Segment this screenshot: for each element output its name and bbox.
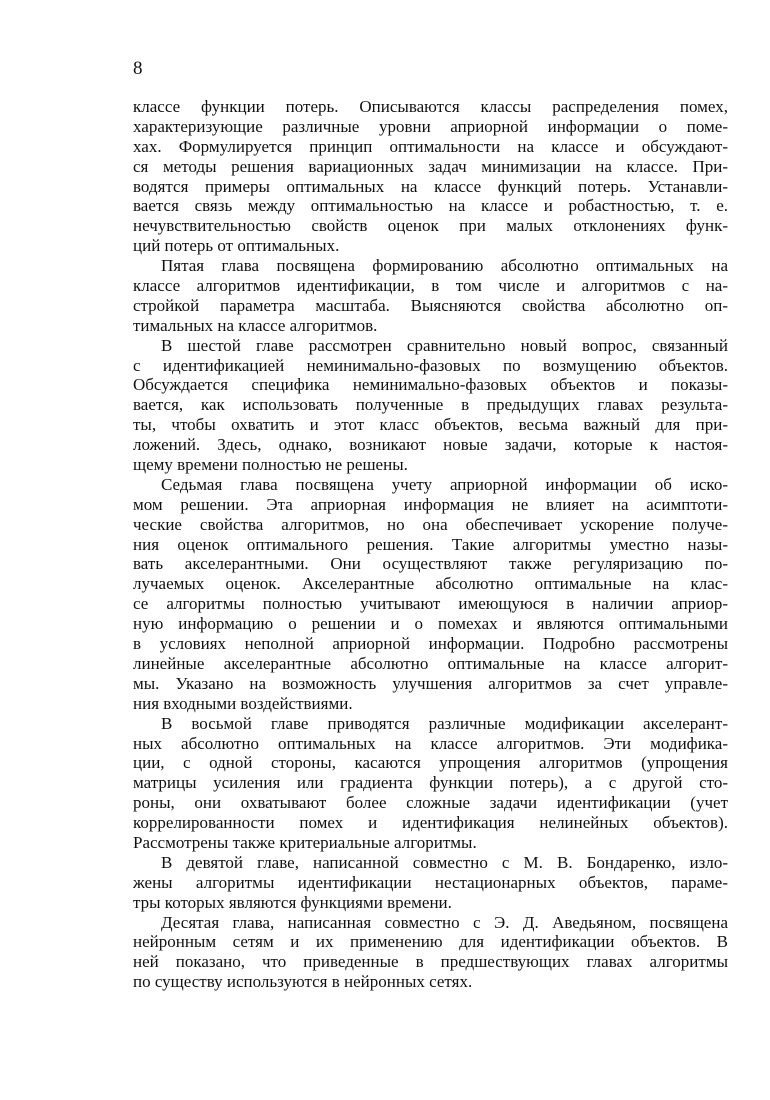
paragraph	[133, 256, 728, 336]
text-line: вается связь между оптимальностью на классе и робастностью, т. е.	[133, 196, 728, 216]
text-line: вать акселерантными. Они осуществляют также регуляризацию по-	[133, 554, 728, 574]
body-text	[133, 97, 728, 992]
text-line: лучаемых оценок. Акселерантные абсолютно оптимальные на клас-	[133, 574, 728, 594]
text-line: жены алгоритмы идентификации нестационарных объектов, параме-	[133, 872, 728, 892]
text-line: ся методы решения вариационных задач минимизации на классе. При-	[133, 156, 728, 176]
text-line: ции, с одной стороны, касаются упрощения алгоритмов (упрощения	[133, 753, 728, 773]
text-line: Седьмая глава посвящена учету априорной информации об иско-	[161, 474, 728, 494]
text-line: Десятая глава, написанная совместно с Э. Д. Аведьяном, посвящена	[161, 912, 728, 932]
text-line: водятся примеры оптимальных на классе функций потерь. Устанавли-	[133, 176, 728, 196]
text-line: с идентификацией неминимально-фазовых по возмущению объектов.	[133, 355, 728, 375]
page-number: 8	[133, 58, 143, 79]
paragraph	[133, 475, 728, 714]
text-line: Обсуждается специфика неминимально-фазовых объектов и показы-	[133, 375, 728, 395]
text-line: ных абсолютно оптимальных на классе алгоритмов. Эти модифика-	[133, 733, 728, 753]
text-line: ную информацию о решении и о помехах и являются оптимальными	[133, 614, 728, 634]
text-line: ций потерь от оптимальных.	[133, 236, 340, 256]
paragraph	[133, 336, 728, 475]
text-line: нейронным сетям и их применению для идентификации объектов. В	[133, 932, 728, 952]
text-line: ты, чтобы охватить и этот класс объектов, весьма важный для при-	[133, 415, 728, 435]
text-line: линейные акселерантные абсолютно оптимальные на классе алгорит-	[133, 653, 728, 673]
text-line: матрицы усиления или градиента функции потерь), а с другой сто-	[133, 773, 728, 793]
text-line: тимальных на классе алгоритмов.	[133, 315, 378, 335]
text-line: Пятая глава посвящена формированию абсолютно оптимальных на	[161, 256, 728, 276]
paragraph	[133, 853, 728, 913]
text-line: мы. Указано на возможность улучшения алгоритмов за счет управле-	[133, 673, 728, 693]
text-line: хах. Формулируется принцип оптимальности на классе и обсуждают-	[133, 136, 728, 156]
text-line: по существу используются в нейронных сетях.	[133, 972, 473, 992]
text-line: коррелированности помех и идентификация нелинейных объектов).	[133, 813, 728, 833]
text-line: ния оценок оптимального решения. Такие алгоритмы уместно назы-	[133, 534, 728, 554]
text-line: характеризующие различные уровни априорной информации о поме-	[133, 116, 728, 136]
text-line: ческие свойства алгоритмов, но она обеспечивает ускорение получе-	[133, 514, 728, 534]
text-line: тры которых являются функциями времени.	[133, 892, 452, 912]
text-line: стройкой параметра масштаба. Выясняются свойства абсолютно оп-	[133, 295, 728, 315]
text-line: классе алгоритмов идентификации, в том числе и алгоритмов с на-	[133, 276, 728, 296]
paragraph	[133, 97, 728, 256]
text-line: В восьмой главе приводятся различные модификации акселерант-	[161, 713, 728, 733]
text-line: В шестой главе рассмотрен сравнительно новый вопрос, связанный	[161, 335, 728, 355]
text-line: щему времени полностью не решены.	[133, 455, 408, 475]
text-line: вается, как использовать полученные в предыдущих главах результа-	[133, 395, 728, 415]
text-line: ней показано, что приведенные в предшествующих главах алгоритмы	[133, 952, 728, 972]
text-line: ложений. Здесь, однако, возникают новые задачи, которые к настоя-	[133, 435, 728, 455]
text-line: роны, они охватывают более сложные задачи идентификации (учет	[133, 793, 728, 813]
text-line: классе функции потерь. Описываются классы распределения помех,	[133, 97, 728, 116]
text-line: мом решении. Эта априорная информация не влияет на асимптоти-	[133, 494, 728, 514]
text-line: Рассмотрены также критериальные алгоритмы.	[133, 832, 477, 852]
text-line: се алгоритмы полностью учитывают имеющуюся в наличии априор-	[133, 594, 728, 614]
text-line: в условиях неполной априорной информации. Подробно рассмотрены	[133, 634, 728, 654]
paragraph	[133, 714, 728, 853]
text-line: ния входными воздействиями.	[133, 693, 353, 713]
paragraph	[133, 913, 728, 993]
text-line: нечувствительностью свойств оценок при малых отклонениях функ-	[133, 216, 728, 236]
text-line: В девятой главе, написанной совместно с М. В. Бондаренко, изло-	[161, 852, 728, 872]
